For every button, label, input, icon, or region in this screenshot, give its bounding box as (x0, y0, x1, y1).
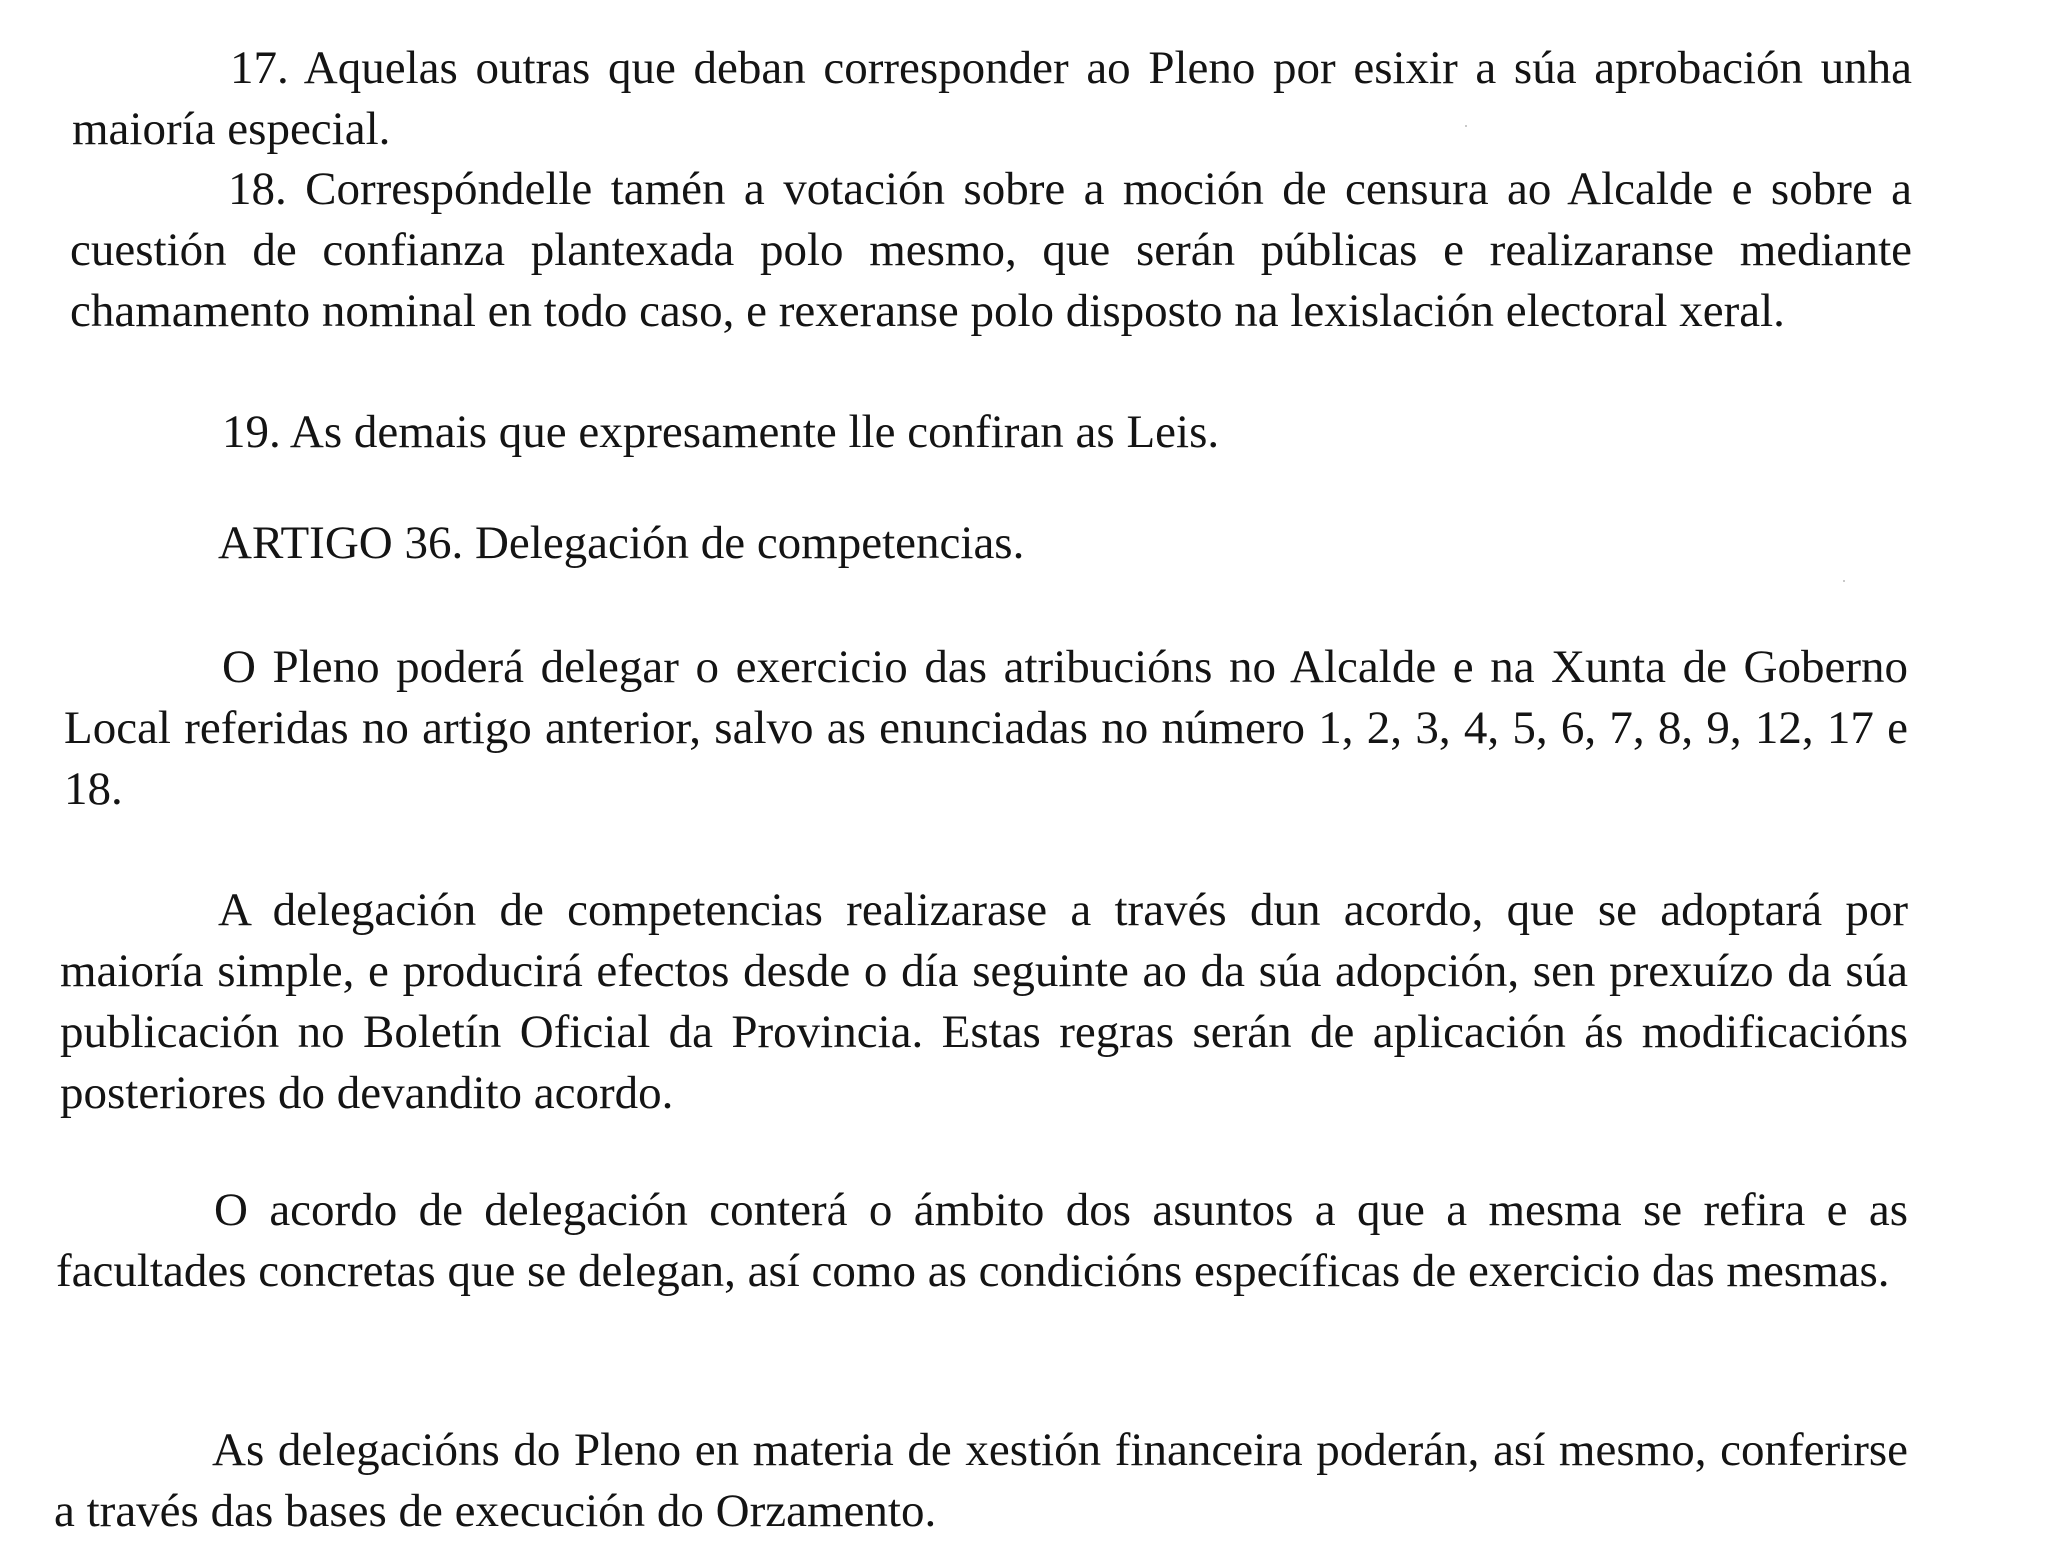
scan-speck (1465, 125, 1467, 127)
list-item-19: 19. As demais que expresamente lle confiran as Leis. (222, 406, 1220, 458)
article-paragraph-4: As delegacións do Pleno en materia de xestión financeira poderán, así mesmo, conferirse a través das bases de execución do Orzamento. (54, 1424, 1908, 1537)
list-item-18: 18. Correspóndelle tamén a votación sobre a moción de censura ao Alcalde e sobre a cuestión de confianza plantexada polo mesmo, que serán públicas e realizaranse mediante chamamento nominal en todo caso, e rexeranse polo disposto na lexislación electoral xeral. (70, 163, 1912, 337)
scan-speck (1843, 580, 1845, 582)
article-paragraph-3: O acordo de delegación conterá o ámbito dos asuntos a que a mesma se refira e as facultades concretas que se delegan, así como as condicións específicas de exercicio das mesmas. (56, 1184, 1908, 1297)
list-item-17: 17. Aquelas outras que deban corresponder ao Pleno por esixir a súa aprobación unha maioría especial. (72, 42, 1912, 155)
article-paragraph-1: O Pleno poderá delegar o exercicio das atribucións no Alcalde e na Xunta de Goberno Local referidas no artigo anterior, salvo as enunciadas no número 1, 2, 3, 4, 5, 6, 7, 8, 9, 12, 17 e 18. (64, 641, 1908, 815)
article-paragraph-2: A delegación de competencias realizarase a través dun acordo, que se adoptará por maioría simple, e producirá efectos desde o día seguinte ao da súa adopción, sen prexuízo da súa publicación no Boletín Oficial da Provincia. Estas regras serán de aplicación ás modificacións posteriores do devandito acordo. (60, 884, 1908, 1119)
article-heading: ARTIGO 36. Delegación de competencias. (218, 517, 1025, 569)
